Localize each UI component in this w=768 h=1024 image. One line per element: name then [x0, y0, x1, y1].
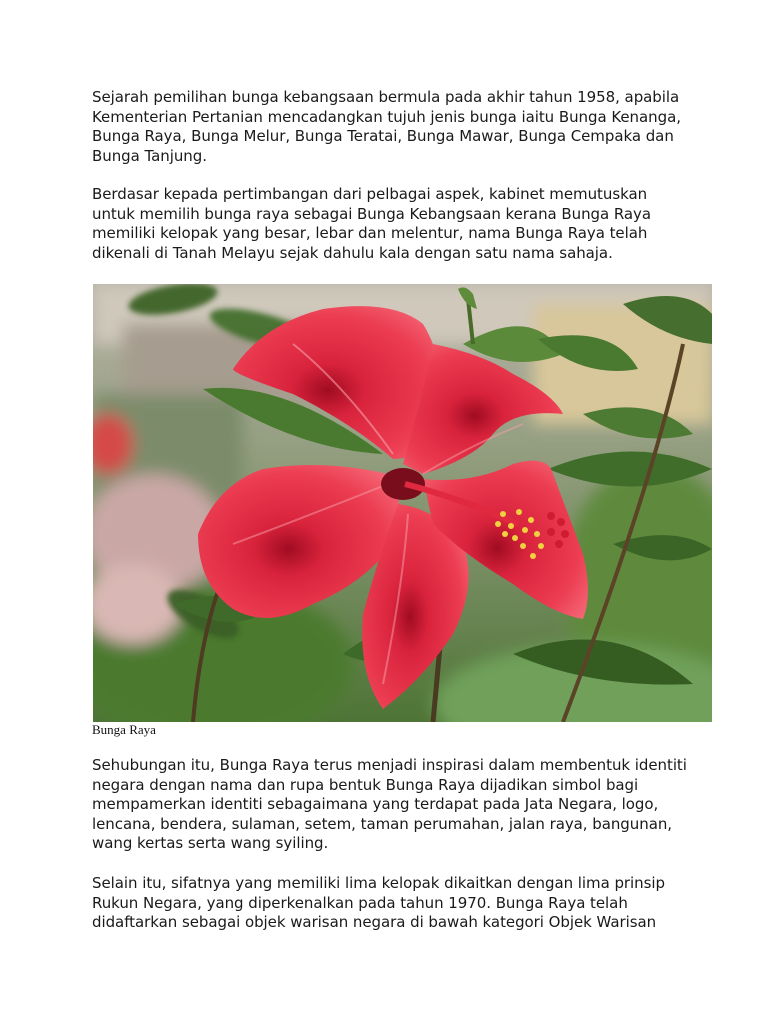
- paragraph-4: Selain itu, sifatnya yang memiliki lima kelopak dikaitkan dengan lima prinsip Rukun Negara, yang diperkenalkan pada tahun 1970. Bunga Raya telah didaftarkan sebagai objek warisan negara di bawah kategori Objek Warisan: [92, 874, 665, 932]
- figure-caption: Bunga Raya: [92, 722, 156, 737]
- paragraph-2: Berdasar kepada pertimbangan dari pelbagai aspek, kabinet memutuskan untuk memilih bunga raya sebagai Bunga Kebangsaan kerana Bunga Raya memiliki kelopak yang besar, lebar dan melentur, nama Bunga Raya telah dikenali di Tanah Melayu sejak dahulu kala dengan satu nama sahaja.: [92, 185, 652, 262]
- paragraph-3: Sehubungan itu, Bunga Raya terus menjadi inspirasi dalam membentuk identiti negara dengan nama dan rupa bentuk Bunga Raya dijadikan simbol bagi mempamerkan identiti sebagaimana yang terdapat pada Jata Negara, logo, lencana, bendera, sulaman, setem, taman perumahan, jalan raya, bangunan, wang kertas serta wang syiling.: [92, 756, 687, 853]
- paragraph-1: Sejarah pemilihan bunga kebangsaan bermula pada akhir tahun 1958, apabila Kementerian Pertanian mencadangkan tujuh jenis bunga iaitu Bunga Kenanga, Bunga Raya, Bunga Melur, Bunga Teratai, Bunga Mawar, Bunga Cempaka dan Bunga Tanjung.: [92, 88, 681, 165]
- hibiscus-photo: [93, 284, 712, 722]
